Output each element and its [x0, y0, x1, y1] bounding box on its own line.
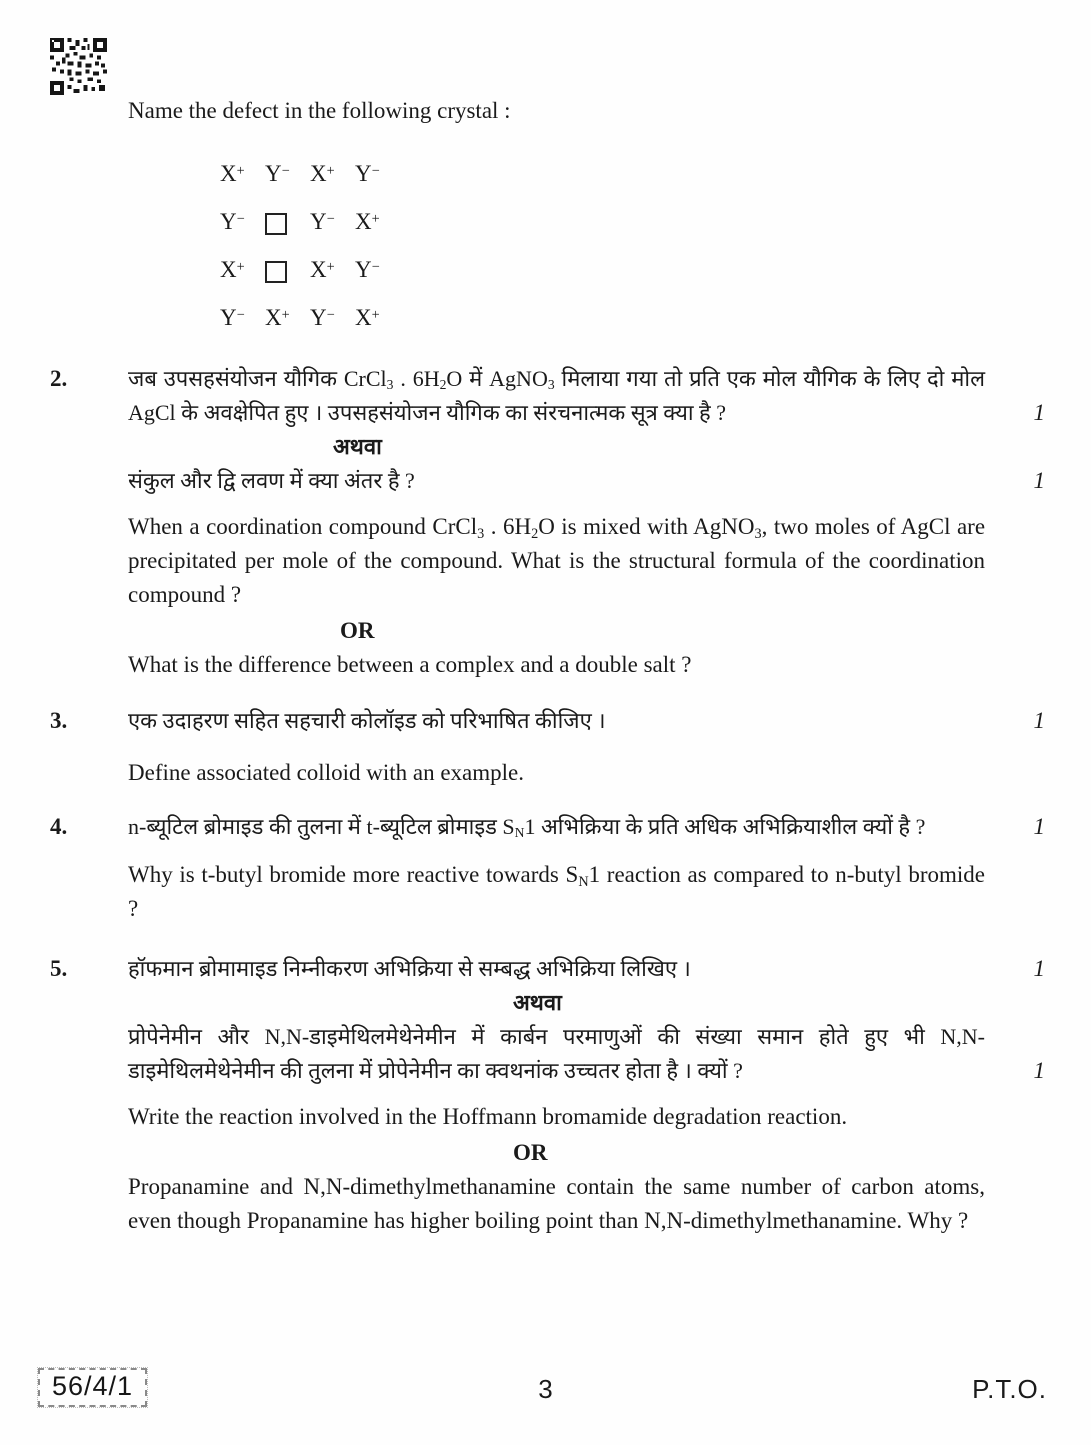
question-4-english [128, 858, 1045, 926]
question-5-english-alt [128, 1170, 1045, 1238]
question-5-hindi-text: हॉफमान ब्रोमामाइड निम्नीकरण अभिक्रिया से सम्बद्ध अभिक्रिया लिखिए । [128, 956, 691, 981]
question-4-english-text: Why is t-butyl bromide more reactive towards $S_N1$ reaction as compared to n-butyl bromide ? [128, 862, 985, 921]
crystal-defect-prompt: Name the defect in the following crystal : [128, 98, 511, 123]
question-4-hindi [128, 810, 1045, 844]
ion-y: Y− [310, 305, 335, 330]
ion-x: X+ [310, 161, 335, 186]
question-2-number: 2. [50, 366, 68, 391]
question-4-marks: 1 [1033, 814, 1045, 839]
ion-x: X+ [265, 305, 290, 330]
question-2-english [128, 510, 1045, 612]
question-5-or-hindi: अथवा [513, 990, 562, 1015]
question-3-english-text: Define associated colloid with an example. [128, 760, 524, 785]
question-5-hindi-alt-text: प्रोपेनेमीन और N,N-डाइमेथिलमेथेनेमीन में कार्बन परमाणुओं की संख्या समान होते हुए भी N,N-डाइमेथिलमेथेनेमीन की तुलना में प्रोपेनेमीन का क्वथनांक उच्चतर होता है । क्यों ? [128, 1024, 985, 1083]
vacancy-box [265, 257, 295, 283]
question-2-or-english: OR [340, 618, 375, 643]
pto-label: P.T.O. [972, 1374, 1047, 1404]
question-3-number: 3. [50, 708, 68, 733]
crystal-row [220, 198, 1091, 246]
page-footer [0, 1362, 1091, 1422]
crystal-lattice [220, 150, 1091, 342]
ion-y: Y− [355, 257, 380, 282]
question-2 [50, 362, 1045, 682]
question-3-marks: 1 [1033, 708, 1045, 733]
question-4-number: 4. [50, 814, 68, 839]
question-2-marks-1: 1 [1033, 400, 1045, 425]
question-5-english-text: Write the reaction involved in the Hoffmann bromamide degradation reaction. [128, 1104, 848, 1129]
ion-y: Y− [220, 209, 245, 234]
question-5-english [128, 1100, 1045, 1134]
question-5-number: 5. [50, 956, 68, 981]
ion-x: X+ [355, 305, 380, 330]
vacancy-box [265, 209, 295, 235]
question-5-hindi-alt [128, 1020, 1045, 1088]
ion-x: X+ [220, 257, 245, 282]
paper-code: 56/4/1 [38, 1368, 147, 1407]
crystal-row [220, 294, 1091, 342]
question-4-hindi-text: n-ब्यूटिल ब्रोमाइड की तुलना में t-ब्यूटिल ब्रोमाइड $S_N1$ अभिक्रिया के प्रति अधिक अभिक्रियाशील क्यों है ? [128, 814, 926, 841]
crystal-row [220, 150, 1091, 198]
question-3-hindi-text: एक उदाहरण सहित सहचारी कोलॉइड को परिभाषित कीजिए । [128, 708, 606, 733]
question-2-hindi-text: जब उपसहसंयोजन यौगिक CrCl$_3$ . $6H_2O$ में AgNO$_3$ मिलाया गया तो प्रति एक मोल यौगिक के लिए दो मोल AgCl के अवक्षेपित हुए । उपसहसंयोजन यौगिक का संरचनात्मक सूत्र क्या है ? [128, 366, 985, 425]
question-5-english-alt-text: Propanamine and N,N-dimethylmethanamine contain the same number of carbon atoms, even though Propanamine has higher boiling point than N,N-dimethylmethanamine. Why ? [128, 1174, 985, 1233]
question-2-hindi [128, 362, 1045, 430]
question-5-marks-1: 1 [1033, 956, 1045, 981]
question-3-hindi [128, 704, 1045, 738]
ion-y: Y− [265, 161, 290, 186]
ion-y: Y− [220, 305, 245, 330]
page-number: 3 [538, 1374, 553, 1404]
question-5 [50, 952, 1045, 1238]
question-2-hindi-alt-text: संकुल और द्वि लवण में क्या अंतर है ? [128, 468, 415, 493]
question-2-english-alt [128, 648, 1045, 682]
crystal-row [220, 246, 1091, 294]
ion-y: Y− [310, 209, 335, 234]
question-5-hindi [128, 952, 1045, 986]
ion-x: X+ [355, 209, 380, 234]
ion-y: Y− [355, 161, 380, 186]
question-2-or-hindi: अथवा [333, 434, 382, 459]
question-5-or-english: OR [513, 1140, 548, 1165]
question-2-hindi-alt [128, 464, 1045, 498]
question-3-english [128, 756, 1045, 790]
question-2-english-alt-text: What is the difference between a complex and a double salt ? [128, 652, 692, 677]
question-2-marks-2: 1 [1033, 468, 1045, 493]
ion-x: X+ [310, 257, 335, 282]
question-3 [50, 704, 1045, 790]
question-2-english-text: When a coordination compound CrCl$_3$ . $6H_2O$ is mixed with AgNO$_3$, two moles of AgCl are precipitated per mole of the compound. What is the structural formula of the coordination compound ? [128, 514, 986, 607]
ion-x: X+ [220, 161, 245, 186]
question-5-marks-2: 1 [1033, 1058, 1045, 1083]
question-4 [50, 810, 1045, 926]
